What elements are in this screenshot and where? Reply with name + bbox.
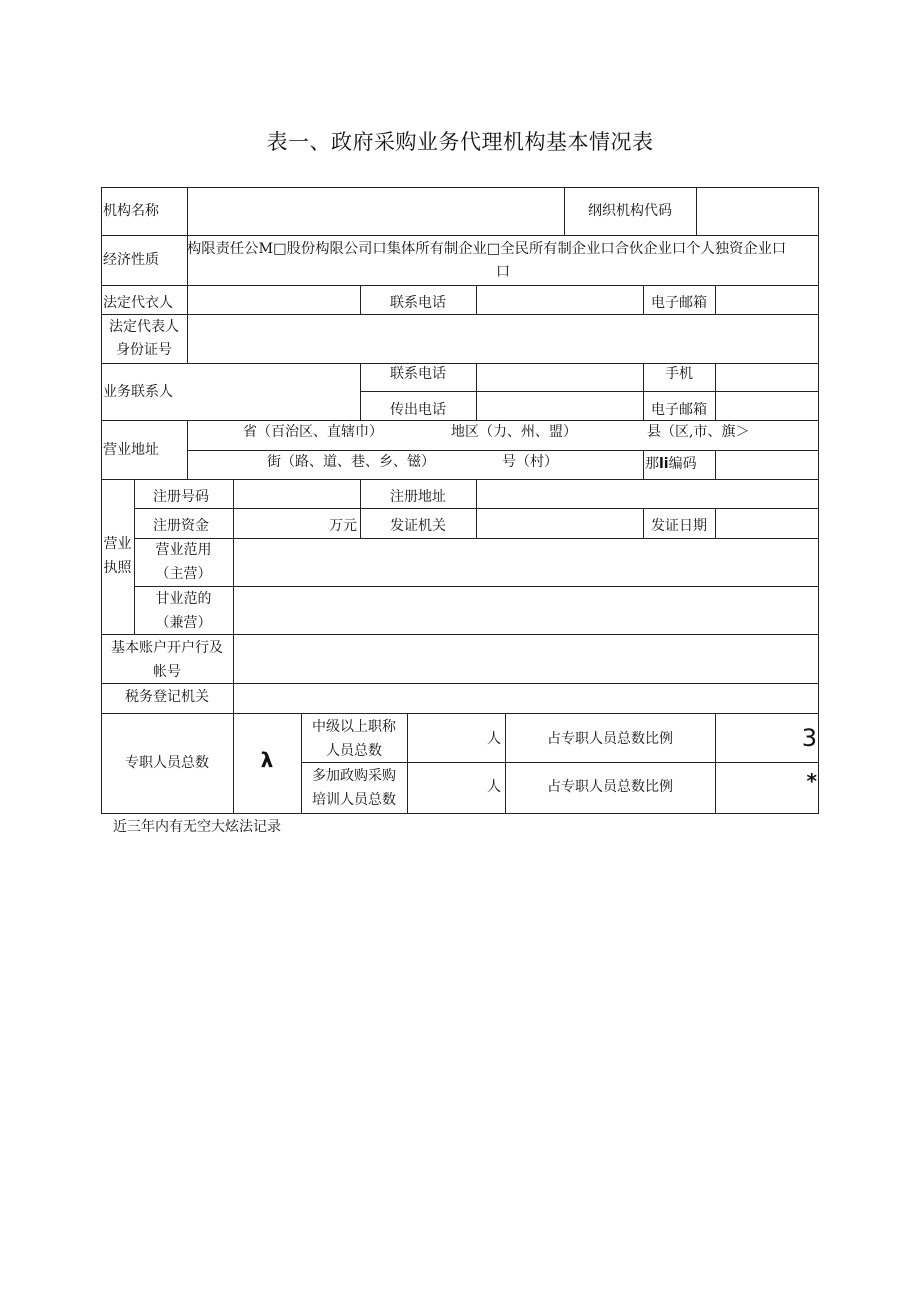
footnote: 近三年内有无空大炫法记录 [113, 819, 281, 835]
ratio-value-2: * [806, 769, 817, 793]
email-label-2: 电子邮箱 [651, 402, 707, 418]
email-label: 电子邮箱 [651, 295, 707, 311]
col-divider [476, 363, 477, 420]
economic-options-last: 口 [496, 264, 510, 280]
row-divider [134, 538, 819, 539]
table-border-bottom [101, 813, 819, 814]
training-label-2: 培训人员总数 [312, 792, 396, 808]
col-divider [715, 285, 716, 314]
table-border-top [101, 187, 819, 188]
scope-main-label-2: （主营） [155, 566, 212, 582]
row-divider [101, 479, 819, 480]
ratio-label-2: 占专职人员总数比例 [547, 779, 673, 795]
address-county: 县（区,市、旗＞ [647, 424, 750, 440]
address-province: 省（百治区、直辖巾） [243, 424, 383, 440]
mid-title-label: 中级以上职称 [312, 719, 396, 735]
unit-person: 人 [487, 731, 501, 747]
staff-total-label: 专职人员总数 [125, 755, 209, 771]
postcode-label-c: 编码 [668, 456, 697, 472]
reg-no-label: 注册号码 [153, 489, 209, 505]
row-divider [301, 762, 819, 763]
org-name-label: 机构名称 [103, 203, 159, 219]
business-address-label: 营业地址 [103, 442, 159, 458]
ratio-value: 3 [801, 724, 817, 752]
address-city: 地区（力、州、盟） [451, 424, 577, 440]
training-label: 多加政购采购 [312, 768, 396, 784]
table-border-left [101, 187, 102, 814]
contact-phone-label: 联系电话 [390, 295, 446, 311]
legal-rep-id-label: 法定代表人 [109, 319, 179, 335]
col-divider [715, 508, 716, 538]
scope-side-label: 甘业范的 [155, 591, 212, 607]
bank-label-2: 帐号 [153, 664, 181, 680]
business-contact-label: 业务联系人 [103, 384, 173, 400]
legal-rep-label: 法定代衣人 [103, 295, 173, 311]
col-divider [476, 479, 477, 538]
row-divider [101, 683, 819, 684]
row-divider [101, 314, 819, 315]
license-label: 营业 [103, 536, 132, 552]
col-divider [696, 187, 697, 235]
economic-options: 构限责任公M□股份构限公司口集体所有制企业□全民所有制企业口合伙企业口个人独资企业口 [187, 241, 787, 257]
tax-office-label: 税务登记机关 [125, 689, 209, 705]
col-divider [476, 285, 477, 314]
col-divider [715, 450, 716, 479]
address-number: 号（村） [502, 454, 558, 470]
issue-date-label: 发证日期 [651, 518, 707, 534]
postcode-label [645, 453, 697, 475]
scope-main-label: 营业范用 [155, 542, 212, 558]
org-code-label: 纲织机构代码 [588, 203, 672, 219]
address-street: 街（路、道、巷、乡、镃） [267, 454, 435, 470]
contact-phone-label-2: 联系电话 [390, 366, 446, 382]
row-divider [101, 285, 819, 286]
col-divider [715, 363, 716, 420]
legal-rep-id-label-2: 身份证号 [116, 342, 172, 358]
fax-label: 传出电话 [390, 402, 446, 418]
row-divider [101, 713, 819, 714]
scope-side-label-2: （兼营） [155, 615, 212, 631]
license-label-2: 执照 [103, 560, 132, 576]
issuing-authority-label: 发证机关 [390, 518, 446, 534]
bank-label: 基本账户开户行及 [111, 640, 223, 656]
row-divider [134, 586, 819, 587]
unit-person-2: 人 [487, 779, 501, 795]
col-divider [233, 479, 234, 634]
economic-nature-label: 经济性质 [103, 252, 159, 268]
mid-title-label-2: 人员总数 [326, 743, 382, 759]
row-divider [101, 634, 819, 635]
agency-info-form [101, 187, 819, 814]
reg-capital-label: 注册资金 [153, 518, 209, 534]
mobile-label: 手机 [665, 366, 693, 382]
row-divider [101, 235, 819, 236]
col-divider [643, 450, 644, 479]
col-divider [187, 420, 188, 479]
reg-address-label: 注册地址 [390, 489, 446, 505]
postcode-label-b: li [659, 456, 669, 472]
page-title: 表一、政府采购业务代理机构基本情况表 [266, 130, 654, 154]
staff-total-value: λ [260, 748, 274, 772]
wan-yuan-label: 万元 [329, 518, 357, 534]
row-divider [360, 391, 819, 392]
postcode-label-a: 那 [645, 456, 659, 472]
ratio-label: 占专职人员总数比例 [547, 731, 673, 747]
col-divider [233, 634, 234, 713]
